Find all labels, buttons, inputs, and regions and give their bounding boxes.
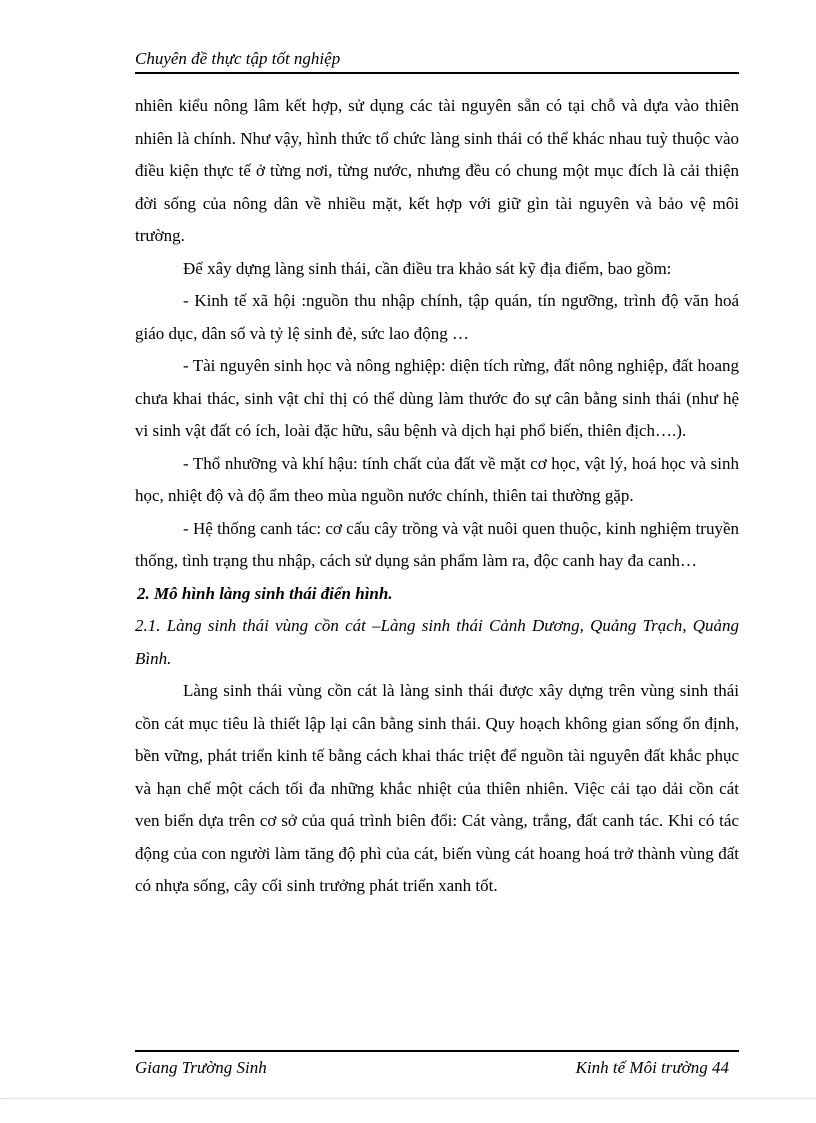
paragraph-5: - Thổ nhưỡng và khí hậu: tính chất của đất về mặt cơ học, vật lý, hoá học và sinh học, nhiệt độ và độ ẩm theo mùa nguồn nước chính, thiên tai thường gặp.	[135, 453, 739, 505]
paragraph-7: Làng sinh thái vùng cồn cát là làng sinh thái được xây dựng trên vùng sinh thái cồn cát mục tiêu là thiết lập lại cân bằng sinh thái. Quy hoạch không gian sống ổn định, bền vững, phát triển kinh tế bằng cách khai thác triệt để nguồn tài nguyên đất khắc phục và hạn chế một cách tối đa những khắc nhiệt của thiên nhiên. Việc cải tạo dải cồn cát ven biển dựa trên cơ sở của quá trình biên đổi: Cát vàng, trắng, đất canh tác. Khi có tác động của con người làm tăng độ phì của cát, biến vùng cát hoang hoá trở thành vùng đất có nhựa sống, cây cối sinh trưởng phát triển xanh tốt.	[135, 681, 739, 895]
paragraph-4: - Tài nguyên sinh học và nông nghiệp: diện tích rừng, đất nông nghiệp, đất hoang chưa khai thác, sinh vật chỉ thị có thể dùng làm thước đo sự cân bằng sinh thái (như hệ vi sinh vật đất có ích, loài đặc hữu, sâu bệnh và dịch hại phổ biến, thiên địch….).	[135, 356, 739, 440]
page-header	[135, 46, 739, 74]
paragraph-3: - Kinh tế xã hội :nguồn thu nhập chính, tập quán, tín ngưỡng, trình độ văn hoá giáo dục, dân số và tỷ lệ sinh đẻ, sức lao động …	[135, 291, 739, 343]
page-footer	[135, 1050, 739, 1082]
paragraph-2: Để xây dựng làng sinh thái, cần điều tra khảo sát kỹ địa điểm, bao gồm:	[183, 258, 672, 278]
footer-author: Giang Trường Sinh	[135, 1058, 267, 1077]
document-body	[135, 90, 739, 903]
page-bottom-divider	[0, 1098, 816, 1099]
paragraph-6: - Hệ thống canh tác: cơ cấu cây trồng và vật nuôi quen thuộc, kinh nghiệm truyền thống, tình trạng thu nhập, cách sử dụng sản phẩm làm ra, độc canh hay đa canh…	[135, 518, 739, 570]
footer-class: Kinh tế Môi trường 44	[575, 1058, 729, 1077]
section-heading-2: 2. Mô hình làng sinh thái điển hình.	[137, 583, 393, 603]
subsection-heading-2-1: 2.1. Làng sinh thái vùng cồn cát –Làng sinh thái Cảnh Dương, Quảng Trạch, Quảng Bình.	[135, 616, 739, 668]
paragraph-1: nhiên kiểu nông lâm kết hợp, sử dụng các tài nguyên sẵn có tại chỗ và dựa vào thiên nhiên là chính. Như vậy, hình thức tổ chức làng sinh thái có thể khác nhau tuỳ thuộc vào điều kiện thực tế ở từng nơi, từng nước, nhưng đều có chung một mục đích là cải thiện đời sống của nông dân về nhiều mặt, kết hợp với giữ gìn tài nguyên và bảo vệ môi trường.	[135, 96, 739, 245]
header-title: Chuyên đề thực tập tốt nghiệp	[135, 49, 341, 68]
